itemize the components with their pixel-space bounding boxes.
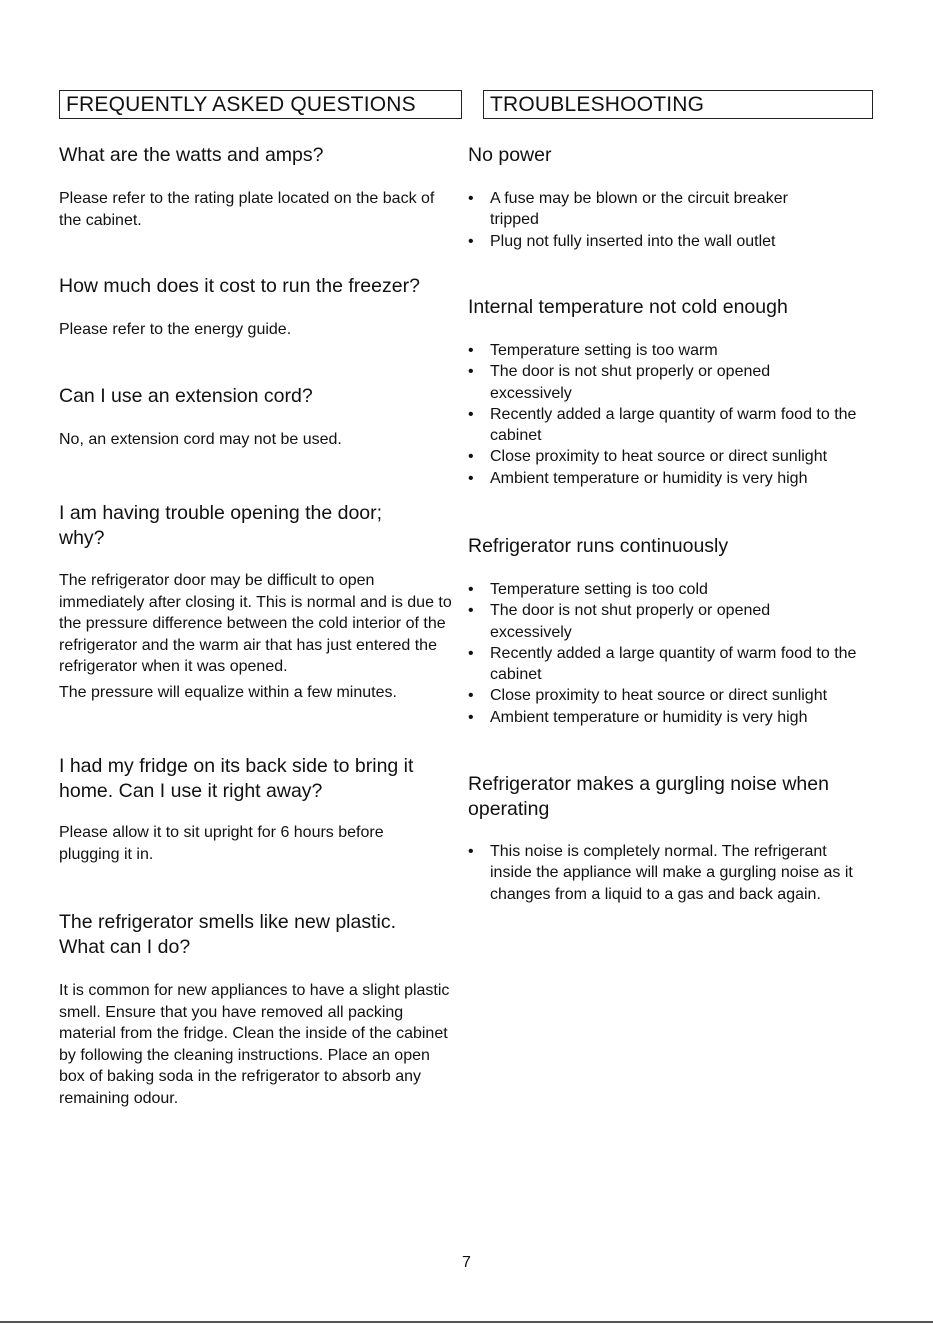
faq-column [59,90,462,119]
faq-answer: The refrigerator door may be difficult to open immediately after closing it. This is normal and is due to the pressure difference between the cold interior of the refrigerator and the warm air that has just entered the refrigerator when it was opened. The pressure will equalize within a few minutes. [59,572,452,701]
faq-question: I am having trouble opening the door; why? [59,502,383,549]
list-item: • Plug not fully inserted into the wall outlet [468,232,776,250]
list-item: • Close proximity to heat source or direct sunlight [468,448,828,466]
faq-question: Can I use an extension cord? [59,385,313,407]
list-item: • Recently added a large quantity of warm food to the cabinet [468,644,857,684]
list-item: • The door is not shut properly or opened excessively [468,363,771,402]
troubleshooting-header: TROUBLESHOOTING [483,90,873,119]
list-item: • Temperature setting is too cold [468,581,708,598]
trouble-item-gurgling [468,772,868,905]
list-item: • Ambient temperature or humidity is very high [468,469,808,487]
faq-question: I had my fridge on its back side to bring it home. Can I use it right away? [59,755,414,802]
faq-item-back-side [59,754,454,865]
list-item: • Ambient temperature or humidity is very high [468,708,808,726]
troubleshooting-column [483,90,873,119]
faq-question: The refrigerator smells like new plastic. What can I do? [59,911,397,958]
faq-answer: Please refer to the energy guide. [59,321,292,338]
faq-item-plastic-smell [59,910,450,1109]
trouble-problem: No power [468,144,552,166]
list-item: • Recently added a large quantity of warm food to the cabinet [468,405,857,445]
list-item: • A fuse may be blown or the circuit breaker tripped [468,190,788,229]
faq-answer: Please allow it to sit upright for 6 hours before plugging it in. [59,824,384,863]
trouble-problem: Refrigerator runs continuously [468,535,729,557]
faq-item-extension-cord [59,384,459,451]
faq-item-watts [59,143,459,231]
page-number: 7 [462,1254,471,1271]
faq-question: How much does it cost to run the freezer? [59,275,420,297]
trouble-problem: Refrigerator makes a gurgling noise when operating [468,773,829,820]
list-item: • The door is not shut properly or opened excessively [468,602,771,641]
trouble-causes [468,841,866,905]
list-item: • Temperature setting is too warm [468,342,718,359]
trouble-causes [468,579,873,728]
faq-answer: It is common for new appliances to have a slight plastic smell. Ensure that you have removed all packing material from the fridge. Clean the inside of the cabinet by following the cleaning instructions. Place an open box of baking soda in the refrigerator to absorb any remaining odour. [59,982,450,1107]
trouble-item-not-cold [468,295,873,489]
trouble-causes [468,188,838,252]
trouble-item-no-power [468,143,873,252]
faq-question: What are the watts and amps? [59,144,324,166]
faq-header: FREQUENTLY ASKED QUESTIONS [59,90,462,119]
trouble-problem: Internal temperature not cold enough [468,296,788,318]
trouble-causes [468,340,873,489]
list-item: • Close proximity to heat source or direct sunlight [468,687,828,705]
faq-answer: Please refer to the rating plate located on the back of the cabinet. [59,190,435,229]
page-bottom-rule [0,1321,933,1323]
faq-answer: No, an extension cord may not be used. [59,431,342,448]
list-item: • This noise is completely normal. The refrigerant inside the appliance will make a gurgling noise as it changes from a liquid to a gas and back again. [468,843,853,903]
faq-item-cost [59,274,459,341]
faq-item-door-trouble [59,501,452,703]
trouble-item-runs-continuously [468,534,873,728]
